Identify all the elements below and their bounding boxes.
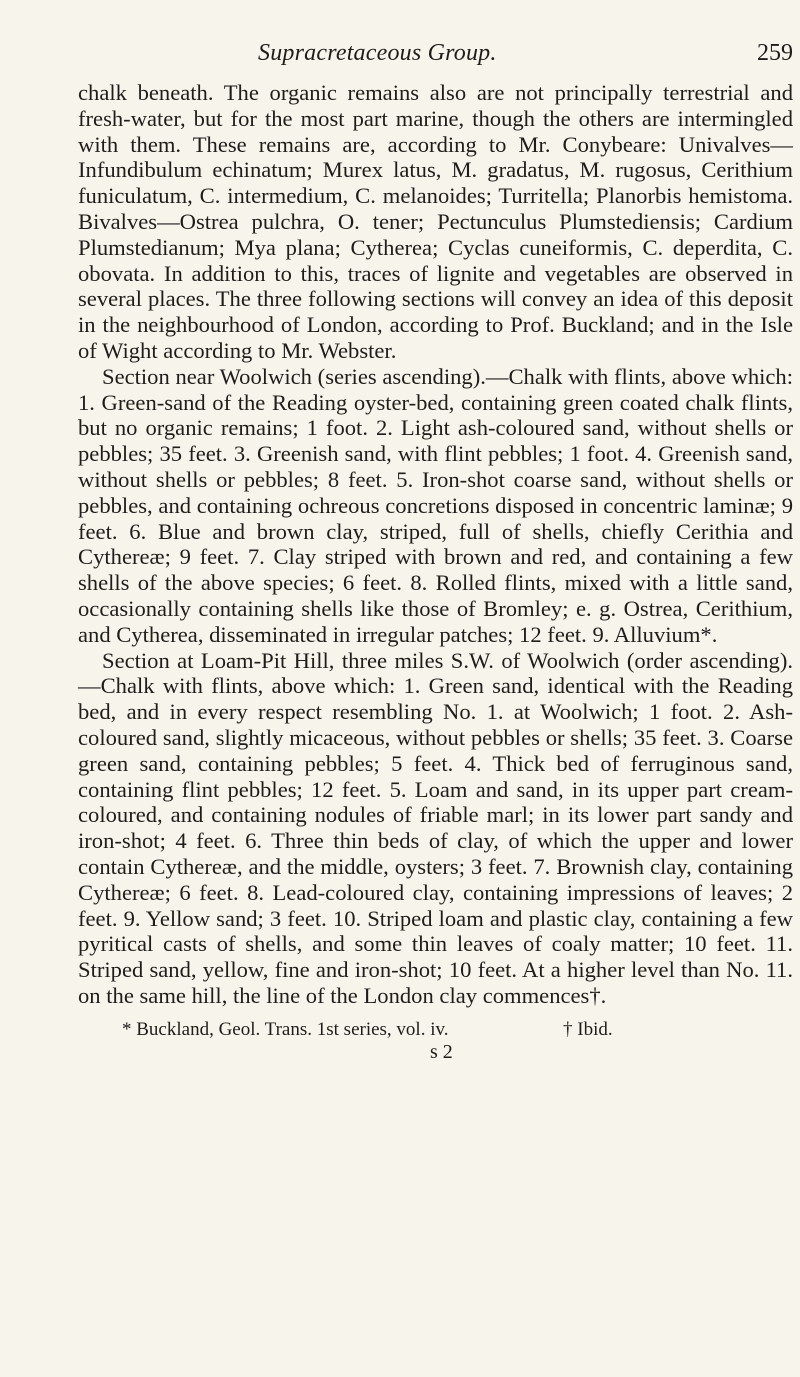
book-page [78,40,793,1067]
running-head [78,40,793,74]
body-text [78,80,793,1009]
footnotes [78,1019,793,1067]
footnote-buckland: * Buckland, Geol. Trans. 1st series, vol. iv. [122,1018,449,1040]
paragraph-organic-remains: chalk beneath. The organic remains also are not principally terrestrial and fresh-water, but for the most part marine, though the others are intermingled with them. These remains are, according to Mr. Conybeare: Univalves—Infundibulum echinatum; Murex latus, M. gradatus, M. rugosus, Cerithium funiculatum, C. intermedium, C. melanoides; Turritella; Planorbis hemistoma. Bivalves—Ostrea pulchra, O. tener; Pectunculus Plumstediensis; Cardium Plumstedianum; Mya plana; Cytherea; Cyclas cuneiformis, C. deperdita, C. obovata. In addition to this, traces of lignite and vegetables are observed in several places. The three following sections will convey an idea of this deposit in the neighbourhood of London, according to Prof. Buckland; and in the Isle of Wight according to Mr. Webster. [78,80,793,363]
paragraph-loam-pit-hill-section: Section at Loam-Pit Hill, three miles S.W. of Woolwich (order ascending).—Chalk with flints, above which: 1. Green sand, identical with the Reading bed, and in every respect resembling No. 1. at Woolwich; 1 foot. 2. Ash-coloured sand, slightly micaceous, without pebbles or shells; 35 feet. 3. Coarse green sand, containing pebbles; 5 feet. 4. Thick bed of ferruginous sand, containing flint pebbles; 12 feet. 5. Loam and sand, in its upper part cream-coloured, and containing nodules of friable marl; in its lower part sandy and iron-shot; 4 feet. 6. Three thin beds of clay, of which the upper and lower contain Cythereæ, and the middle, oysters; 3 feet. 7. Brownish clay, containing Cythereæ; 6 feet. 8. Lead-coloured clay, containing impressions of leaves; 2 feet. 9. Yellow sand; 3 feet. 10. Striped loam and plastic clay, containing a few pyritical casts of shells, and some thin leaves of coaly matter; 10 feet. 11. Striped sand, yellow, fine and iron-shot; 10 feet. At a higher level than No. 11. on the same hill, the line of the London clay commences†. [78,647,793,1008]
signature-mark: s 2 [430,1040,453,1063]
footnote-ibid: † Ibid. [563,1018,613,1040]
page-number: 259 [757,40,793,66]
running-title: Supracretaceous Group. [258,40,497,66]
paragraph-woolwich-section: Section near Woolwich (series ascending).—Chalk with flints, above which: 1. Green-sand of the Reading oyster-bed, containing green coated chalk flints, but no organic remains; 1 foot. 2. Light ash-coloured sand, without shells or pebbles; 35 feet. 3. Greenish sand, with flint pebbles; 1 foot. 4. Greenish sand, without shells or pebbles; 8 feet. 5. Iron-shot coarse sand, without shells or pebbles, and containing ochreous concretions disposed in concentric laminæ; 9 feet. 6. Blue and brown clay, striped, full of shells, chiefly Cerithia and Cythereæ; 9 feet. 7. Clay striped with brown and red, and containing a few shells of the above species; 6 feet. 8. Rolled flints, mixed with a little sand, occasionally containing shells like those of Bromley; e. g. Ostrea, Cerithium, and Cytherea, disseminated in irregular patches; 12 feet. 9. Alluvium*. [78,363,793,647]
